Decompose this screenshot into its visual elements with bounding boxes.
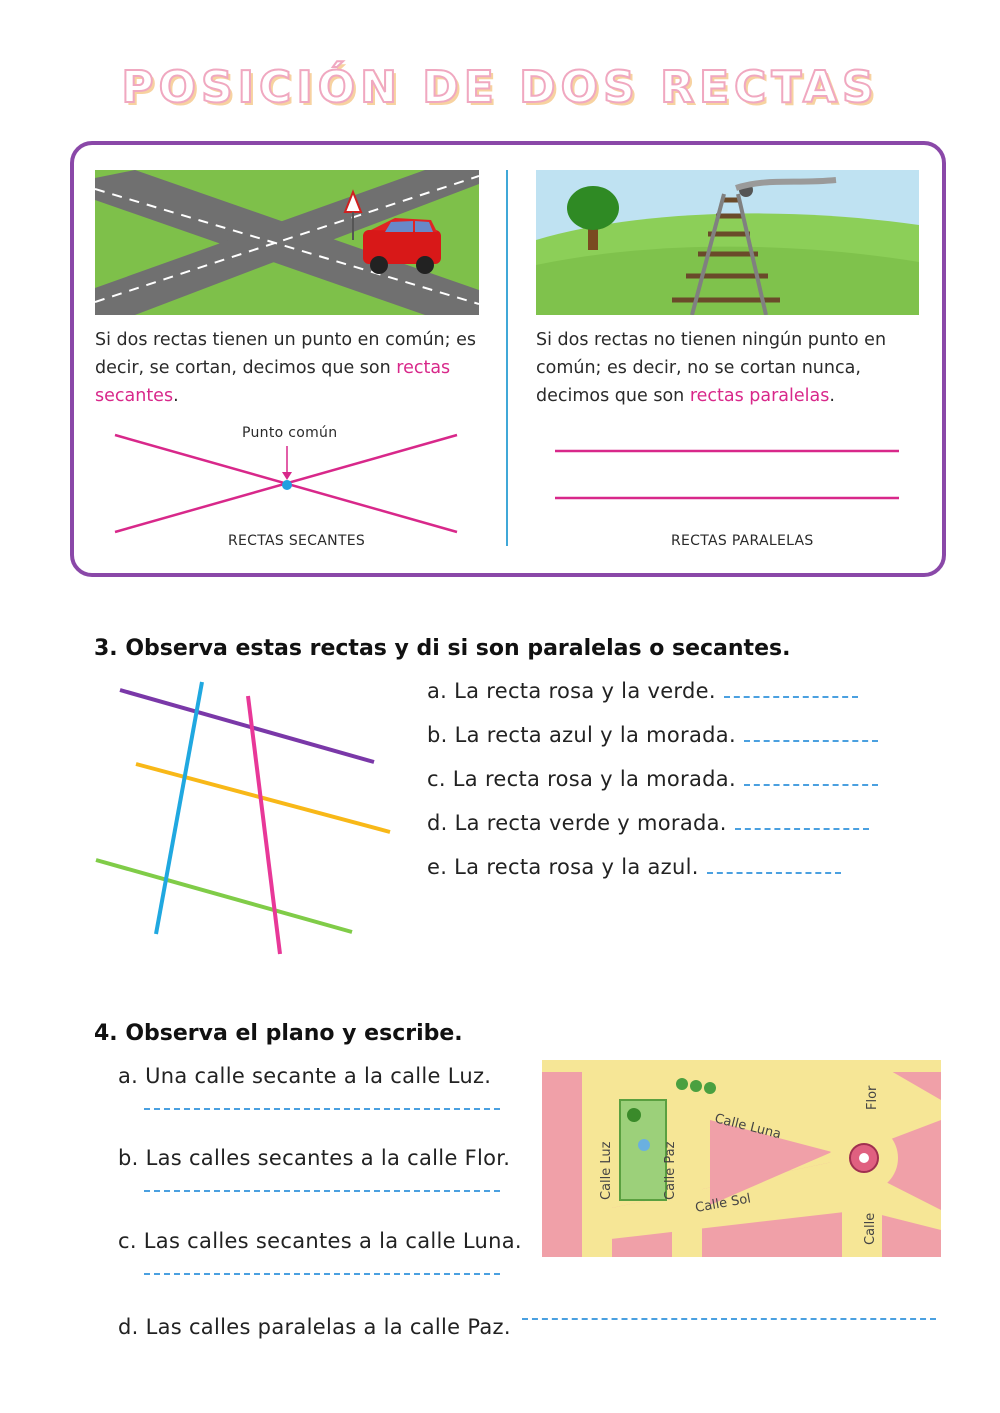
question-3d: d. La recta verde y morada. xyxy=(427,811,869,835)
railway-image xyxy=(536,170,919,315)
paralelas-highlight: rectas paralelas xyxy=(689,386,830,406)
map-label-luz: Calle Luz xyxy=(599,1141,614,1200)
secantes-label: RECTAS SECANTES xyxy=(228,533,366,549)
map-label-flor: Flor xyxy=(865,1085,880,1110)
map-label-calle: Calle xyxy=(863,1212,878,1245)
answer-blank-3c[interactable] xyxy=(744,770,878,786)
crossroads-image xyxy=(95,170,479,315)
map-label-luna: Calle Luna xyxy=(713,1111,783,1143)
exercise-3-lines xyxy=(90,676,400,961)
question-4d: d. Las calles paralelas a la calle Paz. xyxy=(118,1315,511,1339)
question-3e: e. La recta rosa y la azul. xyxy=(427,855,841,879)
question-3c: c. La recta rosa y la morada. xyxy=(427,767,878,791)
paralelas-label: RECTAS PARALELAS xyxy=(671,533,814,549)
blue-line xyxy=(156,682,202,934)
answer-blank-4c[interactable] xyxy=(144,1273,500,1275)
question-4a: a. Una calle secante a la calle Luz. xyxy=(118,1064,492,1088)
answer-blank-3a[interactable] xyxy=(724,682,858,698)
exercise-3-title: 3. Observa estas rectas y di si son paralelas o secantes. xyxy=(94,636,791,661)
secantes-explanation: Si dos rectas tienen un punto en común; es decir, se cortan, decimos que son rectas secantes. xyxy=(95,330,476,406)
map-label-paz: Calle Paz xyxy=(663,1141,678,1200)
map-label-sol: Calle Sol xyxy=(694,1191,753,1216)
answer-blank-3d[interactable] xyxy=(735,814,869,830)
info-divider xyxy=(506,170,508,546)
street-map xyxy=(542,1060,941,1257)
answer-blank-3b[interactable] xyxy=(744,726,878,742)
answer-blank-4b[interactable] xyxy=(144,1190,500,1192)
green-line xyxy=(96,860,352,932)
answer-blank-3e[interactable] xyxy=(707,858,841,874)
page-title: POSICIÓN DE DOS RECTAS xyxy=(121,62,879,113)
paralelas-diagram xyxy=(555,440,901,510)
exercise-4-title: 4. Observa el plano y escribe. xyxy=(94,1021,463,1046)
paralelas-explanation: Si dos rectas no tienen ningún punto en común; es decir, no se cortan nunca, decimos que son rectas paralelas. xyxy=(536,330,887,406)
question-3a: a. La recta rosa y la verde. xyxy=(427,679,858,703)
punto-comun-label: Punto común xyxy=(242,425,338,441)
question-4c: c. Las calles secantes a la calle Luna. xyxy=(118,1229,522,1253)
question-3b: b. La recta azul y la morada. xyxy=(427,723,878,747)
answer-blank-4d[interactable] xyxy=(522,1318,936,1320)
secantes-highlight: rectas secantes xyxy=(95,358,451,406)
answer-blank-4a[interactable] xyxy=(144,1108,500,1110)
question-4b: b. Las calles secantes a la calle Flor. xyxy=(118,1146,511,1170)
